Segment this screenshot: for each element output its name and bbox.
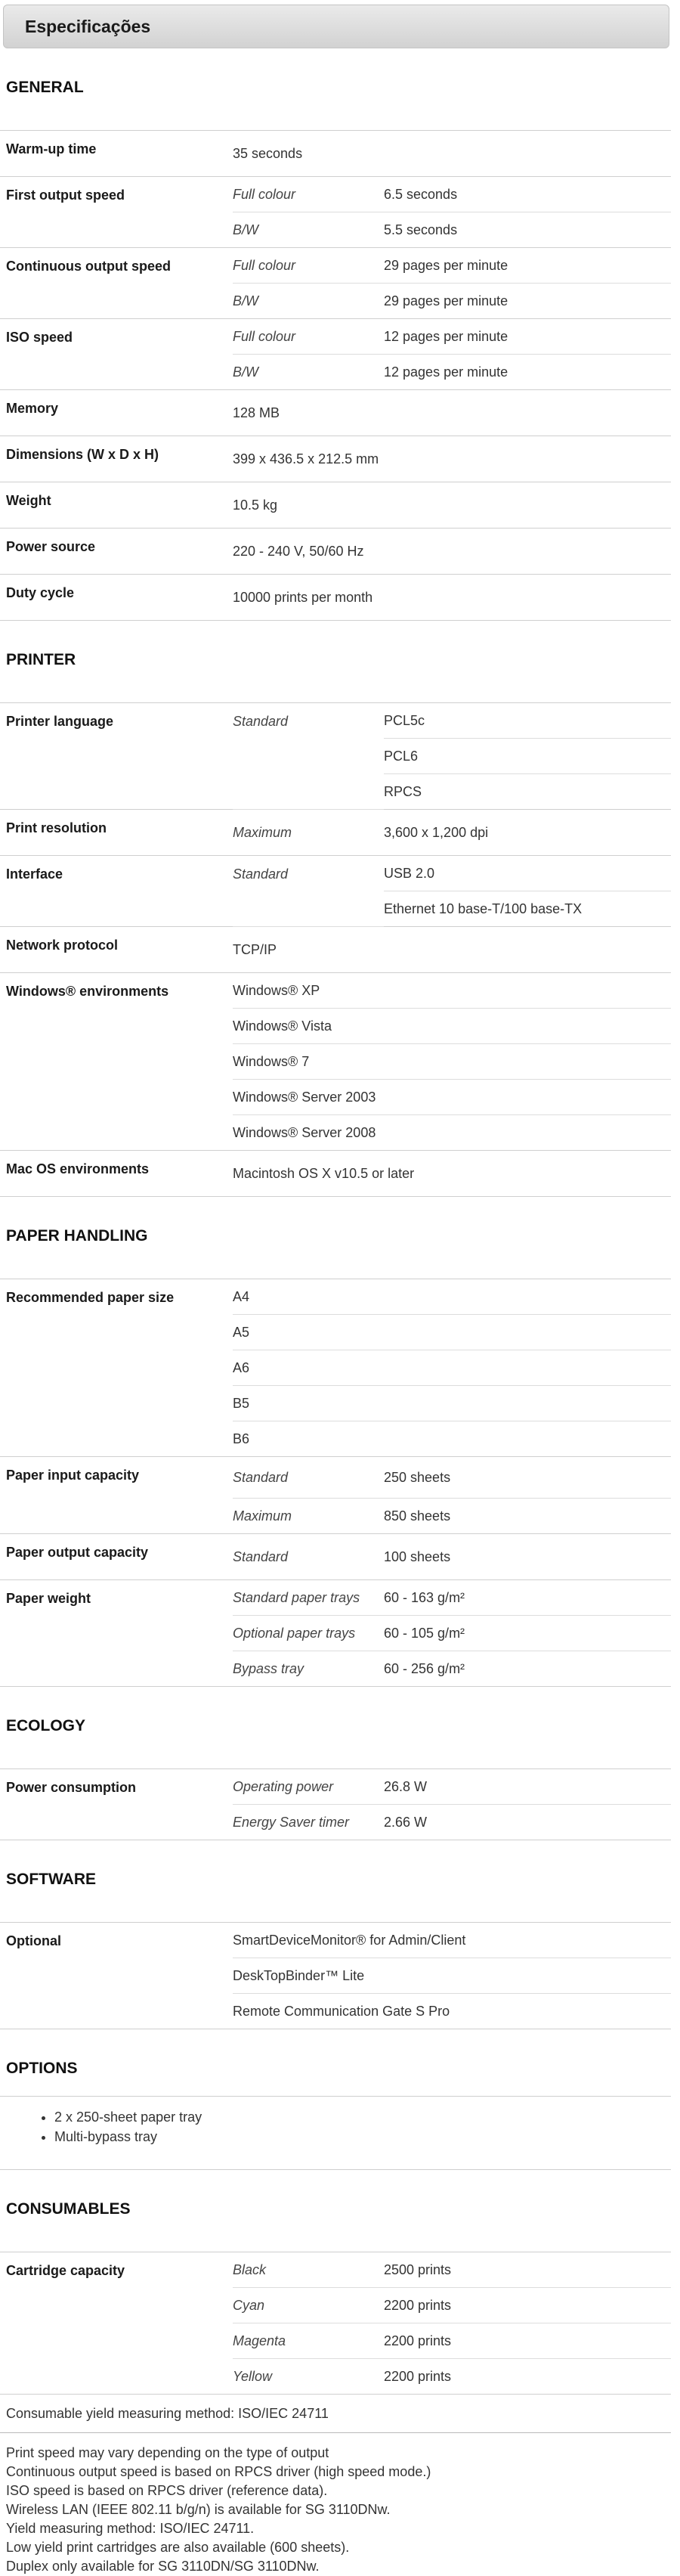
spec-row bbox=[0, 482, 671, 529]
section-title-printer: PRINTER bbox=[6, 651, 76, 668]
spec-row bbox=[0, 973, 671, 1009]
spec-row bbox=[0, 131, 671, 177]
spec-sublabel: Standard bbox=[233, 1457, 384, 1499]
spec-sublabel: Bypass tray bbox=[233, 1651, 384, 1687]
spec-value: Windows® 7 bbox=[233, 1044, 671, 1080]
spec-value: 12 pages per minute bbox=[384, 355, 671, 390]
spec-value: Windows® Server 2003 bbox=[233, 1080, 671, 1115]
spec-value: 60 - 256 g/m² bbox=[384, 1651, 671, 1687]
spec-row bbox=[0, 177, 671, 212]
footnote: Low yield print cartridges are also available (600 sheets). bbox=[6, 2540, 350, 2555]
spec-value: 6.5 seconds bbox=[384, 177, 671, 212]
spec-value: 128 MB bbox=[233, 390, 671, 436]
spec-value: 35 seconds bbox=[233, 131, 671, 177]
spec-value: Windows® XP bbox=[233, 973, 671, 1009]
spec-value: 2500 prints bbox=[384, 2252, 671, 2288]
ecology-spec-table bbox=[0, 1768, 671, 1840]
spec-value: 26.8 W bbox=[384, 1769, 671, 1805]
specifications-page bbox=[0, 5, 680, 2576]
software-spec-table bbox=[0, 1922, 671, 2029]
spec-value: 2.66 W bbox=[384, 1805, 671, 1840]
spec-value: RPCS bbox=[384, 774, 671, 810]
section-title-general: GENERAL bbox=[6, 79, 84, 96]
spec-label: Power source bbox=[0, 529, 233, 575]
spec-value: Macintosh OS X v10.5 or later bbox=[233, 1151, 671, 1197]
spec-row bbox=[0, 248, 671, 284]
spec-value: Windows® Vista bbox=[233, 1009, 671, 1044]
footnote: Continuous output speed is based on RPCS driver (high speed mode.) bbox=[6, 2464, 431, 2479]
spec-label: Paper output capacity bbox=[0, 1534, 233, 1580]
list-item: • Multi-bypass tray bbox=[54, 2127, 671, 2147]
spec-value: A4 bbox=[233, 1279, 671, 1315]
spec-label: Printer language bbox=[0, 703, 233, 810]
spec-row bbox=[0, 319, 671, 355]
section-title-options: OPTIONS bbox=[6, 2060, 78, 2077]
spec-value: USB 2.0 bbox=[384, 856, 671, 891]
spec-sublabel: Standard bbox=[233, 1534, 384, 1580]
spec-value: Remote Communication Gate S Pro bbox=[233, 1994, 671, 2029]
spec-value: 2200 prints bbox=[384, 2288, 671, 2323]
spec-sublabel: Maximum bbox=[233, 810, 384, 856]
spec-row bbox=[0, 575, 671, 621]
spec-label: Windows® environments bbox=[0, 973, 233, 1151]
paper-spec-table bbox=[0, 1279, 671, 1687]
options-list bbox=[0, 2107, 671, 2147]
spec-value: 850 sheets bbox=[384, 1499, 671, 1534]
footnote: ISO speed is based on RPCS driver (reference data). bbox=[6, 2483, 328, 2498]
spec-row bbox=[0, 2252, 671, 2288]
spec-value: 10000 prints per month bbox=[233, 575, 671, 621]
spec-value: 2200 prints bbox=[384, 2359, 671, 2395]
spec-value: TCP/IP bbox=[233, 927, 671, 973]
spec-sublabel: B/W bbox=[233, 284, 384, 319]
spec-row bbox=[0, 1580, 671, 1616]
section-title-software: SOFTWARE bbox=[6, 1871, 96, 1888]
footnote: Wireless LAN (IEEE 802.11 b/g/n) is available for SG 3110DNw. bbox=[6, 2502, 391, 2517]
spec-value: 100 sheets bbox=[384, 1534, 671, 1580]
spec-sublabel: Black bbox=[233, 2252, 384, 2288]
spec-sublabel: B/W bbox=[233, 355, 384, 390]
spec-value: A6 bbox=[233, 1350, 671, 1386]
spec-label: Duty cycle bbox=[0, 575, 233, 621]
spec-value: 29 pages per minute bbox=[384, 248, 671, 284]
footnote: Duplex only available for SG 3110DN/SG 3110DNw. bbox=[6, 2559, 320, 2574]
general-spec-table bbox=[0, 130, 671, 621]
spec-value: 399 x 436.5 x 212.5 mm bbox=[233, 436, 671, 482]
specifications-header bbox=[3, 5, 669, 48]
spec-value: 60 - 105 g/m² bbox=[384, 1616, 671, 1651]
spec-label: Power consumption bbox=[0, 1769, 233, 1840]
spec-value: 2200 prints bbox=[384, 2323, 671, 2359]
spec-sublabel: B/W bbox=[233, 212, 384, 248]
spec-sublabel: Full colour bbox=[233, 177, 384, 212]
spec-sublabel: Optional paper trays bbox=[233, 1616, 384, 1651]
options-block bbox=[0, 2097, 671, 2170]
spec-value: SmartDeviceMonitor® for Admin/Client bbox=[233, 1923, 671, 1958]
spec-row bbox=[0, 390, 671, 436]
footnote: Print speed may vary depending on the type of output bbox=[6, 2445, 329, 2460]
spec-row bbox=[0, 1279, 671, 1315]
spec-row bbox=[0, 529, 671, 575]
spec-value: B6 bbox=[233, 1421, 671, 1457]
list-item: • 2 x 250-sheet paper tray bbox=[54, 2107, 671, 2127]
spec-label: First output speed bbox=[0, 177, 233, 248]
footnotes bbox=[0, 2433, 680, 2576]
spec-row bbox=[0, 1534, 671, 1580]
spec-label: Interface bbox=[0, 856, 233, 927]
yield-method-note: Consumable yield measuring method: ISO/IEC 24711 bbox=[0, 2395, 671, 2433]
printer-spec-table bbox=[0, 702, 671, 1197]
spec-sublabel: Cyan bbox=[233, 2288, 384, 2323]
spec-label: Memory bbox=[0, 390, 233, 436]
spec-sublabel: Magenta bbox=[233, 2323, 384, 2359]
spec-sublabel: Maximum bbox=[233, 1499, 384, 1534]
section-title-consumables: CONSUMABLES bbox=[6, 2200, 131, 2218]
spec-label: Continuous output speed bbox=[0, 248, 233, 319]
spec-label: Weight bbox=[0, 482, 233, 529]
spec-label: Paper weight bbox=[0, 1580, 233, 1687]
spec-label: Warm-up time bbox=[0, 131, 233, 177]
spec-value: 29 pages per minute bbox=[384, 284, 671, 319]
spec-label: Dimensions (W x D x H) bbox=[0, 436, 233, 482]
spec-row bbox=[0, 703, 671, 739]
spec-sublabel: Standard paper trays bbox=[233, 1580, 384, 1616]
spec-sublabel: Standard bbox=[233, 856, 384, 927]
consumables-spec-table bbox=[0, 2252, 671, 2395]
spec-row bbox=[0, 1769, 671, 1805]
spec-sublabel: Energy Saver timer bbox=[233, 1805, 384, 1840]
spec-value: 3,600 x 1,200 dpi bbox=[384, 810, 671, 856]
spec-value: B5 bbox=[233, 1386, 671, 1421]
spec-sublabel: Yellow bbox=[233, 2359, 384, 2395]
spec-row bbox=[0, 1923, 671, 1958]
spec-label: Print resolution bbox=[0, 810, 233, 856]
spec-value: 60 - 163 g/m² bbox=[384, 1580, 671, 1616]
spec-value: 12 pages per minute bbox=[384, 319, 671, 355]
spec-row bbox=[0, 436, 671, 482]
spec-value: 220 - 240 V, 50/60 Hz bbox=[233, 529, 671, 575]
spec-row bbox=[0, 856, 671, 891]
spec-sublabel: Operating power bbox=[233, 1769, 384, 1805]
spec-sublabel: Full colour bbox=[233, 319, 384, 355]
spec-label: Cartridge capacity bbox=[0, 2252, 233, 2395]
spec-label: Mac OS environments bbox=[0, 1151, 233, 1197]
page-title: Especificações bbox=[25, 16, 151, 36]
spec-value: PCL6 bbox=[384, 739, 671, 774]
section-title-paper-handling: PAPER HANDLING bbox=[6, 1227, 148, 1245]
spec-value: 10.5 kg bbox=[233, 482, 671, 529]
spec-value: Windows® Server 2008 bbox=[233, 1115, 671, 1151]
spec-row bbox=[0, 810, 671, 856]
spec-value: DeskTopBinder™ Lite bbox=[233, 1958, 671, 1994]
spec-label: Paper input capacity bbox=[0, 1457, 233, 1534]
spec-row bbox=[0, 927, 671, 973]
spec-row bbox=[0, 1457, 671, 1499]
spec-sublabel: Standard bbox=[233, 703, 384, 810]
spec-label: Recommended paper size bbox=[0, 1279, 233, 1457]
spec-label: ISO speed bbox=[0, 319, 233, 390]
spec-label: Optional bbox=[0, 1923, 233, 2029]
spec-label: Network protocol bbox=[0, 927, 233, 973]
spec-value: A5 bbox=[233, 1315, 671, 1350]
spec-row bbox=[0, 1151, 671, 1197]
spec-value: PCL5c bbox=[384, 703, 671, 739]
section-title-ecology: ECOLOGY bbox=[6, 1717, 86, 1734]
footnote: Yield measuring method: ISO/IEC 24711. bbox=[6, 2521, 255, 2536]
spec-value: 250 sheets bbox=[384, 1457, 671, 1499]
spec-value: 5.5 seconds bbox=[384, 212, 671, 248]
spec-sublabel: Full colour bbox=[233, 248, 384, 284]
spec-value: Ethernet 10 base-T/100 base-TX bbox=[384, 891, 671, 927]
